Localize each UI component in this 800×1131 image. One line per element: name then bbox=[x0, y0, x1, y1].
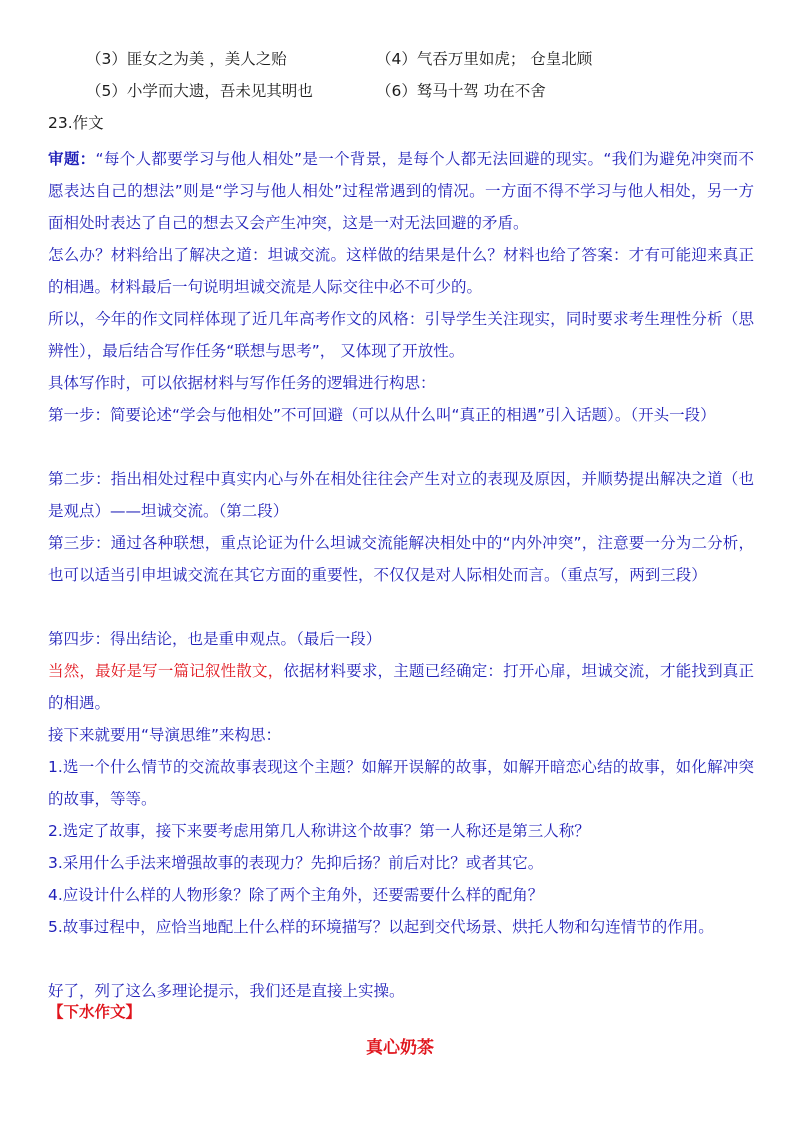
review-label: 审题： bbox=[48, 150, 96, 168]
step-3: 第三步：通过各种联想，重点论证为什么坦诚交流能解决相处中的“内外冲突”，注意要一分为二分析，也可以适当引申坦诚交流在其它方面的重要性，不仅仅是对人际相处而言。（重点写，两到三段） bbox=[48, 534, 754, 584]
narrative-highlight: 当然，最好是写一篇记叙性散文， bbox=[48, 662, 284, 680]
paragraph-how: 怎么办？材料给出了解决之道：坦诚交流。这样做的结果是什么？材料也给了答案：才有可能迎来真正的相遇。材料最后一句说明坦诚交流是人际交往中必不可少的。 bbox=[48, 246, 754, 296]
question-3: 3.采用什么手法来增强故事的表现力？先抑后扬？前后对比？或者其它。 bbox=[48, 854, 544, 872]
answer-3: （3）匪女之为美 ，美人之贻 bbox=[86, 50, 287, 68]
review-paragraph bbox=[48, 143, 754, 239]
answer-4: （4）气吞万里如虎； 仓皇北顾 bbox=[376, 50, 593, 68]
answer-6: （6）驽马十驾 功在不舍 bbox=[376, 82, 546, 100]
essay-title: 真心奶茶 bbox=[366, 1038, 434, 1058]
paragraph-narrative bbox=[48, 655, 754, 719]
question-1: 1.选一个什么情节的交流故事表现这个主题？如解开误解的故事，如解开暗恋心结的故事，如化解冲突的故事，等等。 bbox=[48, 758, 754, 808]
question-2: 2.选定了故事，接下来要考虑用第几人称讲这个故事？第一人称还是第三人称？ bbox=[48, 822, 590, 840]
section-heading: 23.作文 bbox=[48, 114, 104, 132]
paragraph-closing: 好了，列了这么多理论提示，我们还是直接上实操。 bbox=[48, 982, 405, 1000]
step-2: 第二步：指出相处过程中真实内心与外在相处往往会产生对立的表现及原因，并顺势提出解决之道（也是观点）——坦诚交流。（第二段） bbox=[48, 470, 754, 520]
question-4: 4.应设计什么样的人物形象？除了两个主角外，还要需要什么样的配角？ bbox=[48, 886, 544, 904]
essay-tag: 【下水作文】 bbox=[48, 1003, 142, 1021]
step-4: 第四步：得出结论，也是重申观点。（最后一段） bbox=[48, 630, 382, 648]
answer-5: （5）小学而大遗，吾未见其明也 bbox=[86, 82, 313, 100]
question-5: 5.故事过程中，应恰当地配上什么样的环境描写？以起到交代场景、烘托人物和勾连情节的作用。 bbox=[48, 918, 714, 936]
paragraph-style: 所以，今年的作文同样体现了近几年高考作文的风格：引导学生关注现实，同时要求考生理性分析（思辨性），最后结合写作任务“联想与思考”， 又体现了开放性。 bbox=[48, 310, 754, 360]
paragraph-specific: 具体写作时，可以依据材料与写作任务的逻辑进行构思： bbox=[48, 374, 436, 392]
review-text: “每个人都要学习与他人相处”是一个背景，是每个人都无法回避的现实。“我们为避免冲突而不愿表达自己的想法”则是“学习与他人相处”过程常遇到的情况。一方面不得不学习与他人相处，另一方面相处时表达了自己的想去又会产生冲突，这是一对无法回避的矛盾。 bbox=[48, 150, 754, 232]
step-1: 第一步：简要论述“学会与他相处”不可回避（可以从什么叫“真正的相遇”引入话题）。（开头一段） bbox=[48, 406, 716, 424]
paragraph-director: 接下来就要用“导演思维”来构思： bbox=[48, 726, 282, 744]
narrative-text: 依据材料要求，主题已经确定：打开心扉，坦诚交流，才能找到真正的相遇。 bbox=[48, 662, 754, 712]
